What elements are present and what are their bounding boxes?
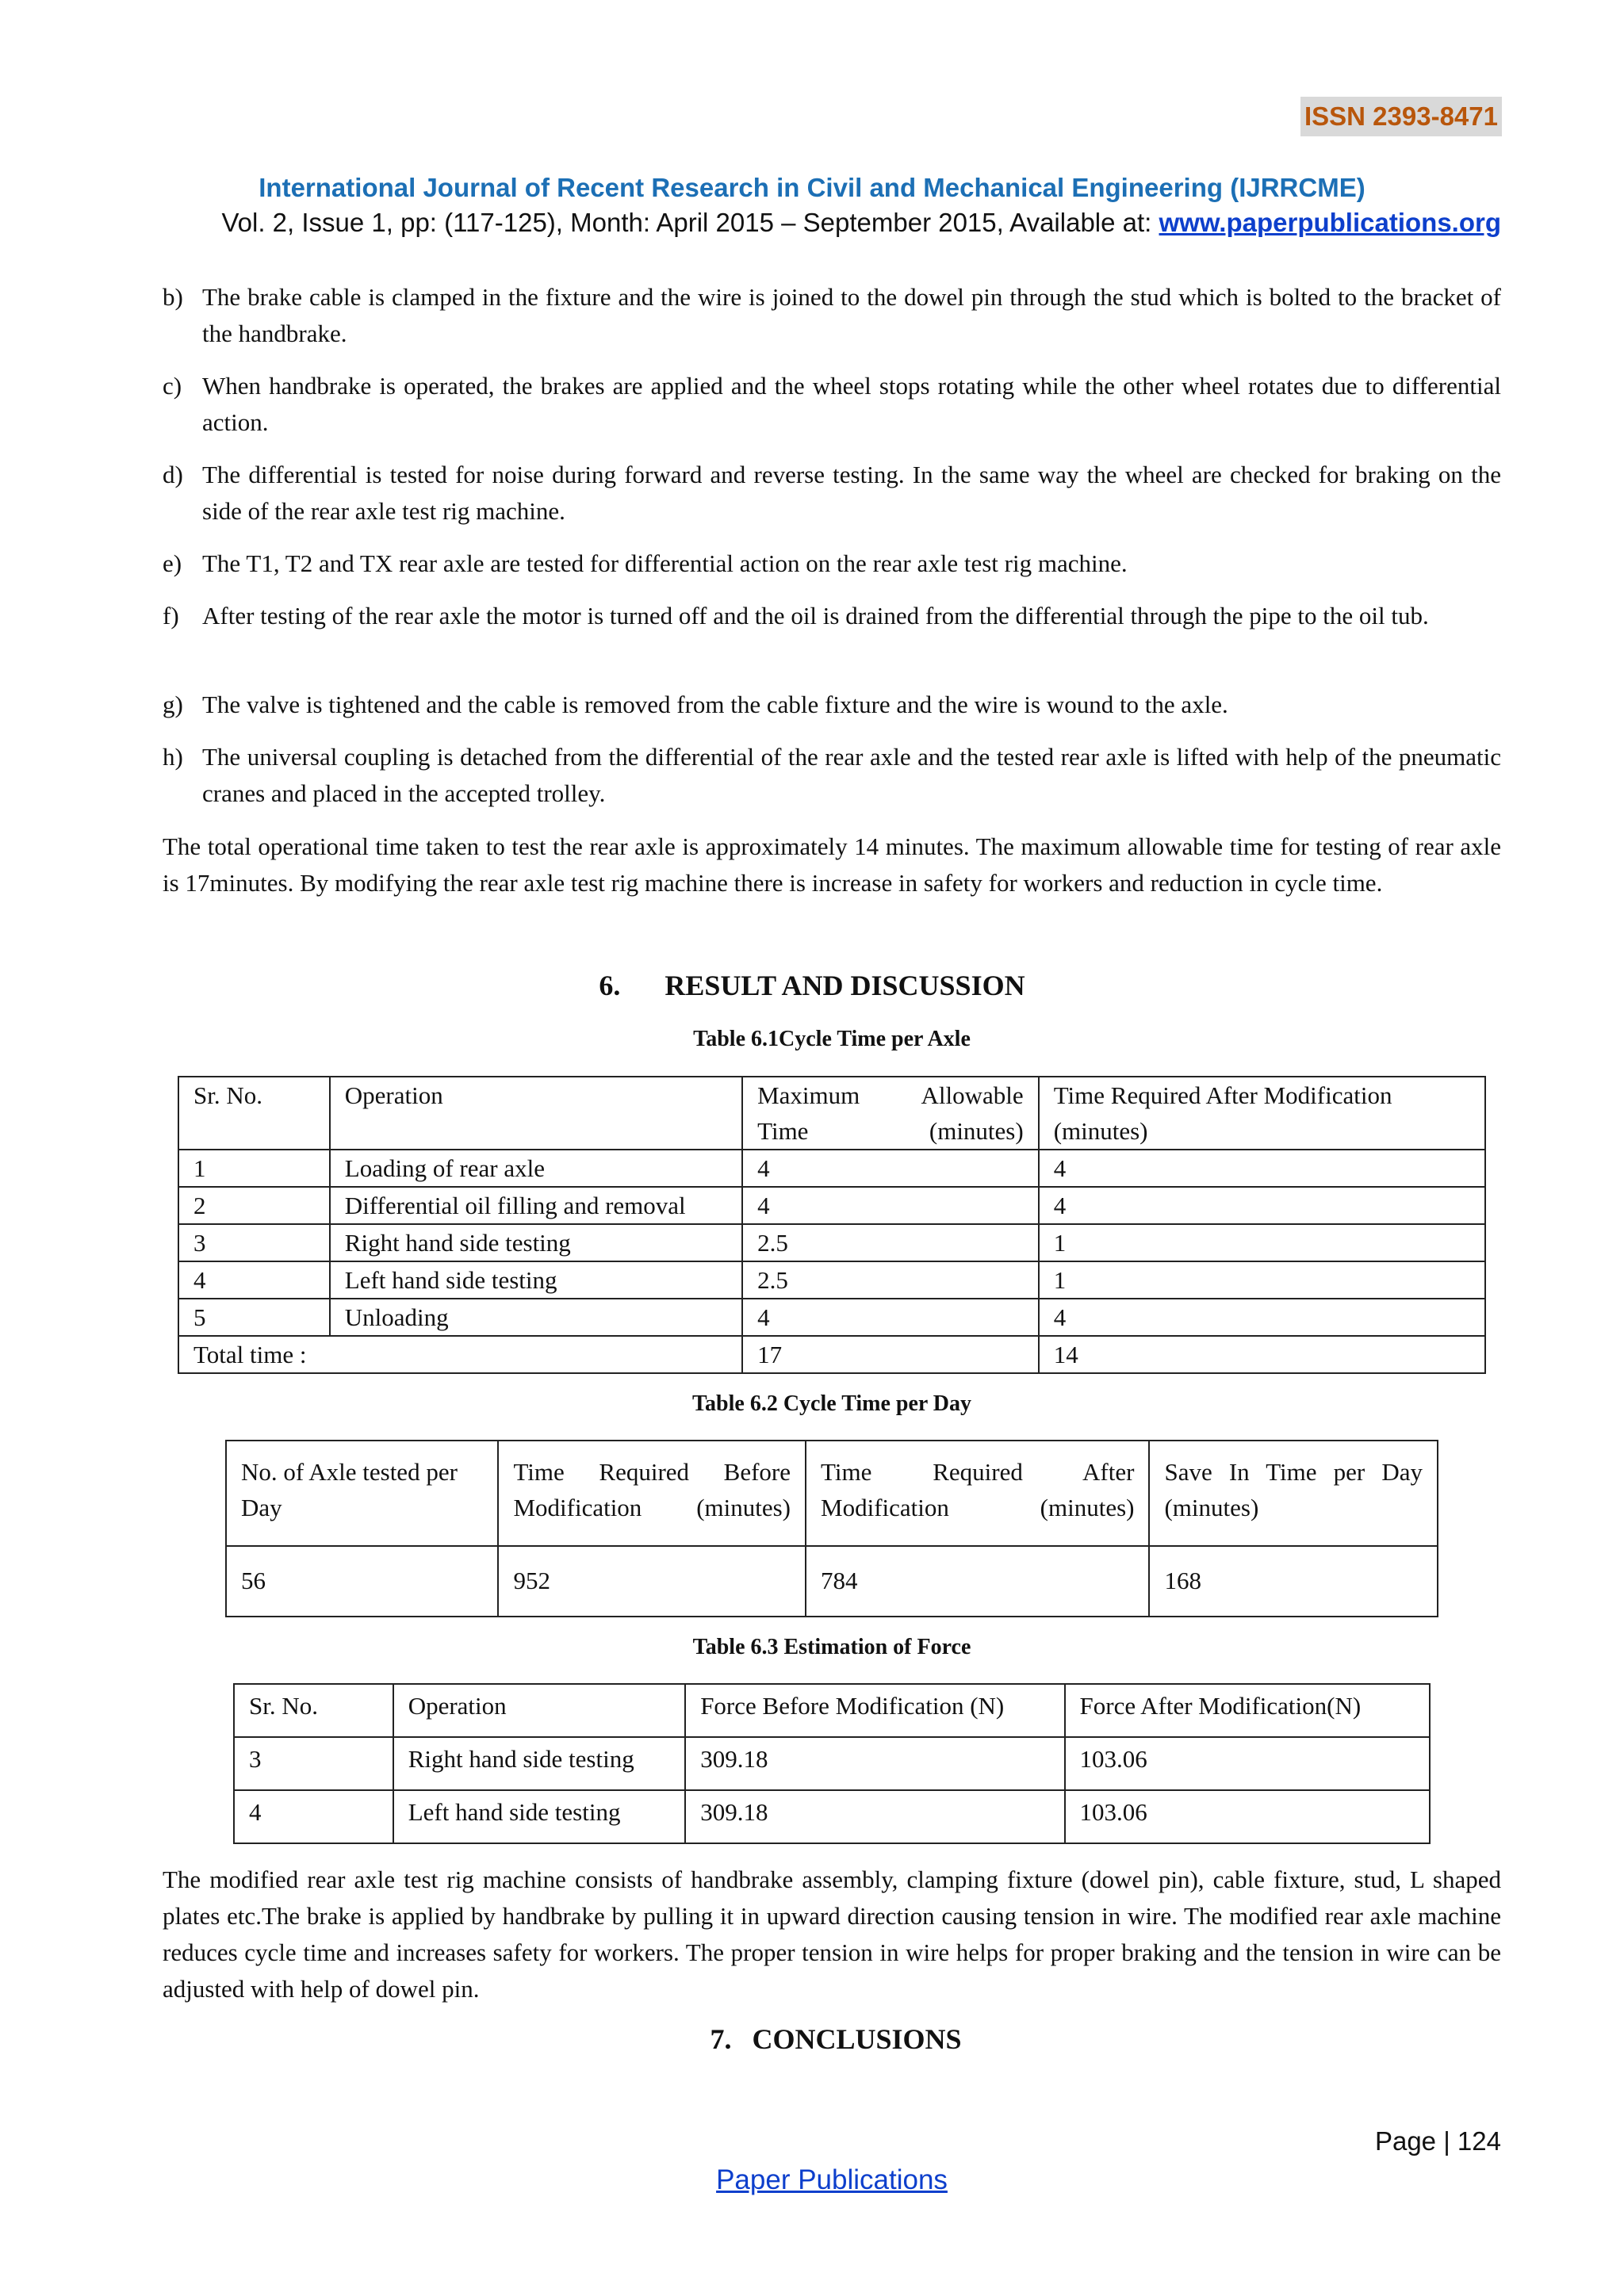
table-caption: Table 6.1Cycle Time per Axle	[693, 1027, 971, 1051]
table-caption: Table 6.3 Estimation of Force	[692, 1635, 971, 1659]
list-item	[163, 739, 1501, 812]
table-header-cell: Sr. No.	[234, 1684, 393, 1737]
section-heading	[0, 969, 1624, 1002]
cycle-time-per-day-table	[225, 1440, 1438, 1617]
list-item	[163, 687, 1501, 723]
issn-badge: ISSN 2393-8471	[1300, 97, 1502, 136]
list-marker: g)	[163, 691, 183, 718]
table-cell: 1	[1039, 1224, 1485, 1261]
table-cell: 4	[742, 1187, 1039, 1224]
table-cell: Differential oil filling and removal	[330, 1187, 742, 1224]
list-marker: d)	[163, 461, 183, 488]
total-label: Total time :	[178, 1336, 742, 1373]
table-cell: 4	[178, 1261, 330, 1299]
list-text: The valve is tightened and the cable is removed from the cable fixture and the wire is wound to the axle.	[202, 691, 1228, 718]
list-text: The universal coupling is detached from the differential of the rear axle and the tested rear axle is lifted with help of the pneumatic cranes and placed in the accepted trolley.	[202, 743, 1501, 807]
table-header-cell: Time Required After Modification (minutes)	[806, 1441, 1149, 1546]
table-cell: Left hand side testing	[330, 1261, 742, 1299]
table-header-cell: Time Required After Modification (minutes)	[1039, 1077, 1485, 1150]
list-item	[163, 457, 1501, 530]
table-cell: 56	[226, 1546, 498, 1617]
journal-title: International Journal of Recent Research in Civil and Mechanical Engineering (IJRRCME)	[259, 173, 1365, 202]
table-header-row	[226, 1441, 1438, 1546]
section-heading	[24, 2022, 1624, 2056]
table-cell: 3	[178, 1224, 330, 1261]
table-cell: 4	[1039, 1150, 1485, 1187]
list-marker: h)	[163, 743, 183, 771]
volume-text: Vol. 2, Issue 1, pp: (117-125), Month: April 2015 – September 2015, Available at:	[221, 208, 1159, 237]
table-cell: 2	[178, 1187, 330, 1224]
table-row	[178, 1150, 1485, 1187]
list-text: The differential is tested for noise during forward and reverse testing. In the same way the wheel are checked for braking on the side of the rear axle test rig machine.	[202, 461, 1501, 525]
table-cell: 309.18	[685, 1790, 1064, 1843]
section-number: 6.	[599, 970, 621, 1001]
publisher-link[interactable]: Paper Publications	[716, 2164, 948, 2195]
table-cell: 2.5	[742, 1261, 1039, 1299]
table-cell: 1	[178, 1150, 330, 1187]
table-header-cell: Operation	[330, 1077, 742, 1150]
list-text: After testing of the rear axle the motor is turned off and the oil is drained from the differential through the pipe to the oil tub.	[202, 602, 1429, 629]
table-cell: Loading of rear axle	[330, 1150, 742, 1187]
table-header-cell: Time Required Before Modification (minutes)	[498, 1441, 806, 1546]
table-total-row	[178, 1336, 1485, 1373]
table-header-cell: Operation	[393, 1684, 685, 1737]
list-text: The T1, T2 and TX rear axle are tested for differential action on the rear axle test rig machine.	[202, 549, 1128, 577]
table-cell: 3	[234, 1737, 393, 1790]
list-marker: c)	[163, 372, 182, 400]
list-marker: b)	[163, 283, 183, 311]
table-cell: 2.5	[742, 1224, 1039, 1261]
list-item	[163, 279, 1501, 352]
list-text: When handbrake is operated, the brakes are applied and the wheel stops rotating while the other wheel rotates due to differential action.	[202, 372, 1501, 436]
table-row	[178, 1224, 1485, 1261]
table-caption: Table 6.2 Cycle Time per Day	[691, 1391, 972, 1416]
table-header-row	[234, 1684, 1430, 1737]
table-cell: 784	[806, 1546, 1149, 1617]
table-header-cell: Force After Modification(N)	[1065, 1684, 1431, 1737]
table-row	[178, 1261, 1485, 1299]
table-header-cell: Save In Time per Day (minutes)	[1149, 1441, 1438, 1546]
discussion-paragraph: The modified rear axle test rig machine consists of handbrake assembly, clamping fixture (dowel pin), cable fixture, stud, L shaped plates etc.The brake is applied by handbrake by pulling it in upward direction causing tension in wire. The modified rear axle machine reduces cycle time and increases safety for workers. The proper tension in wire helps for proper braking and the tension in wire can be adjusted with help of dowel pin.	[163, 1866, 1501, 2003]
journal-url-link[interactable]: www.paperpublications.org	[1159, 208, 1501, 237]
table-row	[178, 1299, 1485, 1336]
table-cell: Right hand side testing	[330, 1224, 742, 1261]
table-cell: 309.18	[685, 1737, 1064, 1790]
list-marker: e)	[163, 549, 182, 577]
table-header-cell: Maximum Allowable Time (minutes)	[742, 1077, 1039, 1150]
list-item	[163, 545, 1501, 582]
list-item	[163, 368, 1501, 441]
list-marker: f)	[163, 602, 179, 629]
total-max-time: 17	[742, 1336, 1039, 1373]
table-header-cell: Sr. No.	[178, 1077, 330, 1150]
table-cell: 4	[1039, 1299, 1485, 1336]
table-cell: 4	[1039, 1187, 1485, 1224]
table-cell: 1	[1039, 1261, 1485, 1299]
table-cell: 4	[234, 1790, 393, 1843]
table-cell: 952	[498, 1546, 806, 1617]
section-number: 7.	[710, 2023, 732, 2055]
table-cell: Right hand side testing	[393, 1737, 685, 1790]
section-title: RESULT AND DISCUSSION	[665, 970, 1025, 1001]
force-estimation-table	[233, 1683, 1431, 1844]
table-cell: 4	[742, 1299, 1039, 1336]
table-header-row	[178, 1077, 1485, 1150]
summary-paragraph: The total operational time taken to test the rear axle is approximately 14 minutes. The maximum allowable time for testing of rear axle is 17minutes. By modifying the rear axle test rig machine there is increase in safety for workers and reduction in cycle time.	[163, 832, 1501, 897]
table-row	[234, 1790, 1430, 1843]
list-text: The brake cable is clamped in the fixture and the wire is joined to the dowel pin through the stud which is bolted to the bracket of the handbrake.	[202, 283, 1501, 347]
table-cell: 168	[1149, 1546, 1438, 1617]
list-item	[163, 598, 1501, 634]
table-cell: Left hand side testing	[393, 1790, 685, 1843]
table-cell: 103.06	[1065, 1737, 1431, 1790]
page-number: Page | 124	[1374, 2126, 1501, 2156]
table-cell: 103.06	[1065, 1790, 1431, 1843]
section-title: CONCLUSIONS	[752, 2023, 962, 2055]
table-row	[178, 1187, 1485, 1224]
cycle-time-per-axle-table	[178, 1076, 1486, 1374]
volume-line	[163, 208, 1501, 238]
table-cell: 5	[178, 1299, 330, 1336]
table-header-cell: Force Before Modification (N)	[685, 1684, 1064, 1737]
table-header-cell: No. of Axle tested per Day	[226, 1441, 498, 1546]
total-time-after: 14	[1039, 1336, 1485, 1373]
table-cell: Unloading	[330, 1299, 742, 1336]
table-row	[226, 1546, 1438, 1617]
table-cell: 4	[742, 1150, 1039, 1187]
table-row	[234, 1737, 1430, 1790]
